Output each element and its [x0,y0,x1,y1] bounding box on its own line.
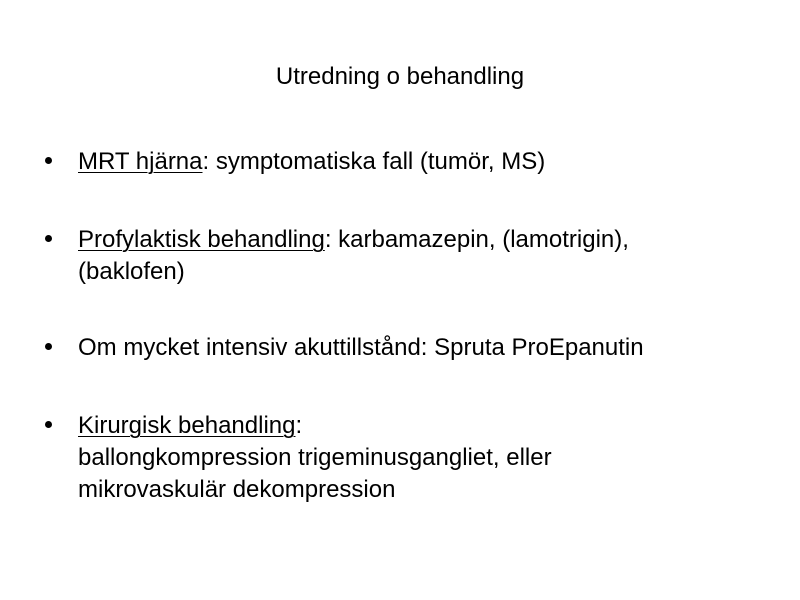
bullet-text [78,410,758,506]
bullet-term: Kirurgisk behandling [78,412,296,439]
bullet-dot-icon [45,421,52,428]
bullet-text [78,146,758,178]
bullet-dot-icon [45,157,52,164]
bullet-text [78,224,758,288]
bullet-rest: : [295,412,303,439]
bullet-text [78,332,758,364]
bullet-rest: : karbamazepin, (lamotrigin), [324,226,629,253]
bullet-dot-icon [45,343,52,350]
bullet-dot-icon [45,235,52,242]
bullet-line-1: Om mycket intensiv akuttillstånd: Spruta ProEpanutin [78,334,644,361]
bullet-term: Profylaktisk behandling [78,226,325,253]
bullet-line-2: ballongkompression trigeminusgangliet, eller [78,444,552,471]
bullet-line-2: (baklofen) [78,258,185,285]
slide-title: Utredning o behandling [275,63,525,90]
bullet-term: MRT hjärna [78,148,203,175]
bullet-line-3: mikrovaskulär dekompression [78,476,396,503]
bullet-rest: : symptomatiska fall (tumör, MS) [202,148,546,175]
